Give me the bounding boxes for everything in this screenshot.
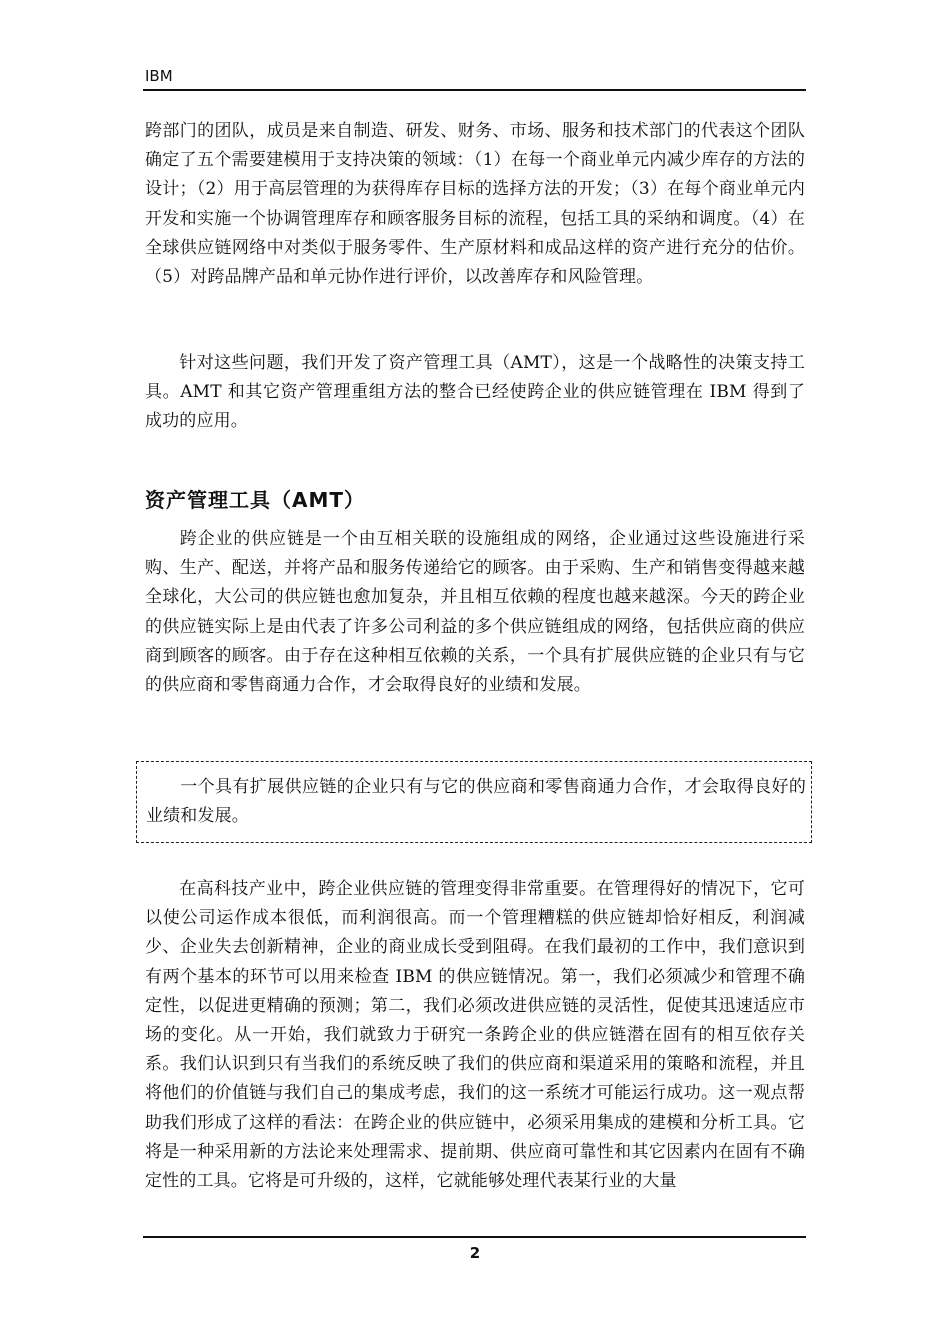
paragraph-text: 在高科技产业中，跨企业供应链的管理变得非常重要。在管理得好的情况下，它可以使公司运作成本很低，而利润很高。而一个管理糟糕的供应链却恰好相反，利润减少、企业失去创新精神，企业的商业成长受到阻碍。在我们最初的工作中，我们意识到有两个基本的环节可以用来检查 IBM 的供应链情况。第一，我们必须减少和管理不确定性，以促进更精确的预测；第二，我们必须改进供应链的灵活性，促使其迅速适应市场的变化。从一开始，我们就致力于研究一条跨企业的供应链潜在固有的相互依存关系。我们认识到只有当我们的系统反映了我们的供应商和渠道采用的策略和流程，并且将他们的价值链与我们自己的集成考虑，我们的这一系统才可能运行成功。这一观点帮助我们形成了这样的看法：在跨企业的供应链中，必须采用集成的建模和分析工具。它将是一种采用新的方法论来处理需求、提前期、供应商可靠性和其它因素内在固有不确定性的工具。它将是可升级的，这样，它就能够处理代表某行业的大量 [145, 879, 805, 1192]
paragraph-text: 跨部门的团队，成员是来自制造、研发、财务、市场、服务和技术部门的代表这个团队确定了五个需要建模用于支持决策的领域：（1）在每一个商业单元内减少库存的方法的设计；（2）用于高层管理的为获得库存目标的选择方法的开发；（3）在每个商业单元内开发和实施一个协调管理库存和顾客服务目标的流程，包括工具的采纳和调度。（4）在全球供应链网络中对类似于服务零件、生产原材料和成品这样的资产进行充分的估价。（5）对跨品牌产品和单元协作进行评价，以改善库存和风险管理。 [145, 121, 805, 288]
header-rule [143, 89, 806, 91]
page-number: 2 [469, 1244, 481, 1262]
footer-rule [143, 1236, 806, 1238]
section-heading: 资产管理工具（AMT） [145, 488, 366, 512]
paragraph [145, 525, 805, 700]
header-label: IBM [145, 67, 173, 85]
paragraph [145, 117, 805, 292]
pull-quote [146, 773, 806, 831]
paragraph [145, 875, 805, 1196]
pull-quote-text: 一个具有扩展供应链的企业只有与它的供应商和零售商通力合作，才会取得良好的业绩和发展。 [146, 777, 806, 827]
paragraph [145, 349, 805, 437]
pull-quote-box [136, 761, 812, 843]
paragraph-text: 针对这些问题，我们开发了资产管理工具（AMT），这是一个战略性的决策支持工具。AMT 和其它资产管理重组方法的整合已经使跨企业的供应链管理在 IBM 得到了成功的应用。 [145, 353, 805, 432]
paragraph-text: 跨企业的供应链是一个由互相关联的设施组成的网络，企业通过这些设施进行采购、生产、配送，并将产品和服务传递给它的顾客。由于采购、生产和销售变得越来越全球化，大公司的供应链也愈加复杂，并且相互依赖的程度也越来越深。今天的跨企业的供应链实际上是由代表了许多公司利益的多个供应链组成的网络，包括供应商的供应商到顾客的顾客。由于存在这种相互依赖的关系，一个具有扩展供应链的企业只有与它的供应商和零售商通力合作，才会取得良好的业绩和发展。 [145, 529, 805, 696]
